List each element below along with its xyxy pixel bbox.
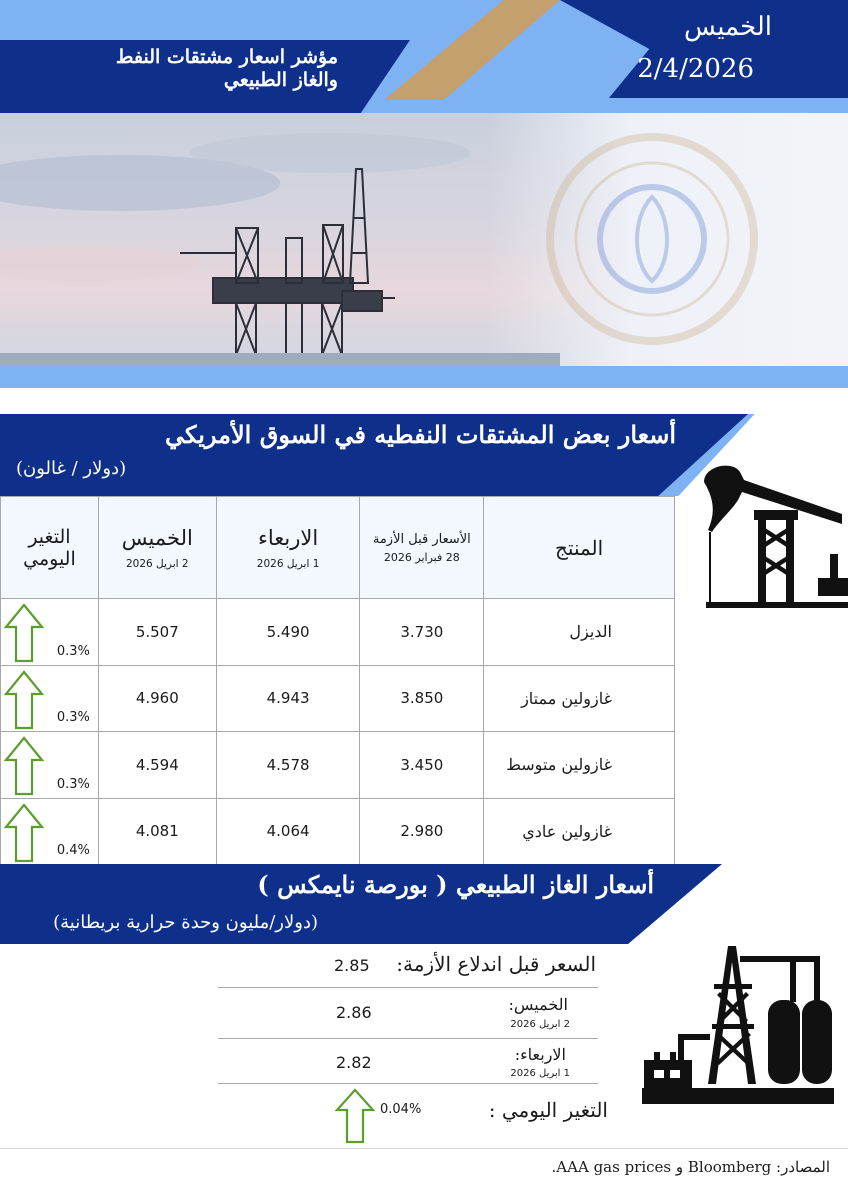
gas-wednesday-label: الاربعاء: bbox=[514, 1045, 566, 1064]
us-products-title: أسعار بعض المشتقات النفطيه في السوق الأمريكي bbox=[164, 420, 676, 449]
table-header-row bbox=[1, 497, 675, 599]
arrow-up-icon bbox=[334, 1088, 376, 1144]
col-wednesday-date: 1 ابريل 2026 bbox=[256, 557, 320, 570]
col-change bbox=[1, 497, 99, 599]
arrow-up-icon bbox=[3, 803, 45, 863]
thursday-value: 5.507 bbox=[98, 599, 216, 666]
change-value: 0.3% bbox=[56, 710, 90, 725]
gas-wednesday-value: 2.82 bbox=[336, 1053, 372, 1072]
col-pre-crisis-label: الأسعار قبل الأزمة bbox=[372, 531, 471, 547]
gas-divider bbox=[218, 1038, 598, 1039]
wednesday-value: 4.064 bbox=[216, 798, 360, 865]
gas-divider bbox=[218, 987, 598, 988]
wednesday-value: 4.578 bbox=[216, 732, 360, 799]
arrow-up-icon bbox=[3, 603, 45, 663]
change-cell bbox=[1, 798, 99, 865]
wednesday-value: 5.490 bbox=[216, 599, 360, 666]
col-pre-crisis-date: 28 فبراير 2026 bbox=[383, 550, 460, 564]
wednesday-value: 4.943 bbox=[216, 665, 360, 732]
hero-underline-band bbox=[0, 366, 848, 388]
sources-note: المصادر: Bloomberg و AAA gas prices. bbox=[551, 1158, 830, 1176]
col-wednesday bbox=[216, 497, 360, 599]
change-value: 0.4% bbox=[56, 843, 90, 858]
thursday-value: 4.594 bbox=[98, 732, 216, 799]
col-change-label2: اليومي bbox=[23, 547, 76, 570]
gas-change-value: 0.04% bbox=[380, 1102, 422, 1117]
table-row bbox=[1, 599, 675, 666]
col-pre-crisis bbox=[360, 497, 484, 599]
hero-image bbox=[0, 113, 848, 366]
natural-gas-title: أسعار الغاز الطبيعي ( بورصة نايمكس ) bbox=[257, 870, 654, 899]
gas-divider bbox=[218, 1083, 598, 1084]
pre-crisis-value: 2.980 bbox=[360, 798, 484, 865]
col-thursday-date: 2 ابريل 2026 bbox=[125, 557, 189, 570]
natural-gas-unit: (دولار/مليون وحدة حرارية بريطانية) bbox=[53, 912, 318, 933]
col-thursday-label: الخميس bbox=[121, 525, 193, 550]
arrow-up-icon bbox=[3, 670, 45, 730]
gas-thursday-label: الخميس: bbox=[508, 995, 568, 1014]
refinery-icon bbox=[640, 944, 836, 1106]
change-cell bbox=[1, 732, 99, 799]
oil-rig-illustration bbox=[0, 113, 848, 366]
table-row bbox=[1, 732, 675, 799]
pre-crisis-value: 3.450 bbox=[360, 732, 484, 799]
pre-crisis-value: 3.730 bbox=[360, 599, 484, 666]
change-value: 0.3% bbox=[56, 776, 90, 792]
us-products-table bbox=[0, 496, 675, 865]
pumpjack-icon bbox=[692, 458, 848, 610]
col-thursday bbox=[98, 497, 216, 599]
gas-wednesday-date: 1 ابريل 2026 bbox=[510, 1068, 570, 1079]
col-wednesday-label: الاربعاء bbox=[257, 525, 319, 550]
report-date: 2/4/2026 bbox=[637, 54, 754, 84]
table-row bbox=[1, 798, 675, 865]
page-title-line1: مؤشر اسعار مشتقات النفط bbox=[115, 46, 338, 68]
thursday-value: 4.960 bbox=[98, 665, 216, 732]
col-product-label: المنتج bbox=[555, 535, 604, 560]
product-name: غازولين ممتاز bbox=[484, 665, 675, 732]
report-day: الخميس bbox=[684, 12, 772, 42]
product-name: غازولين عادي bbox=[484, 798, 675, 865]
page-title-line2: والغاز الطبيعي bbox=[223, 69, 338, 91]
thursday-value: 4.081 bbox=[98, 798, 216, 865]
gas-pre-crisis-label: السعر قبل اندلاع الأزمة: bbox=[396, 952, 596, 976]
change-cell bbox=[1, 665, 99, 732]
us-products-unit: (دولار / غالون) bbox=[16, 458, 127, 479]
arrow-up-icon bbox=[3, 736, 45, 796]
gas-pre-crisis-value: 2.85 bbox=[334, 956, 370, 975]
gas-change-label: التغير اليومي : bbox=[488, 1098, 608, 1122]
change-value: 0.3% bbox=[56, 643, 90, 659]
table-row bbox=[1, 665, 675, 732]
pre-crisis-value: 3.850 bbox=[360, 665, 484, 732]
col-change-label: التغير bbox=[28, 525, 71, 548]
col-product bbox=[484, 497, 675, 599]
page-title bbox=[38, 46, 338, 92]
footer-divider bbox=[0, 1148, 848, 1149]
product-name: الديزل bbox=[484, 599, 675, 666]
change-cell bbox=[1, 599, 99, 666]
product-name: غازولين متوسط bbox=[484, 732, 675, 799]
gas-thursday-value: 2.86 bbox=[336, 1003, 372, 1022]
gas-thursday-date: 2 ابريل 2026 bbox=[510, 1019, 570, 1030]
